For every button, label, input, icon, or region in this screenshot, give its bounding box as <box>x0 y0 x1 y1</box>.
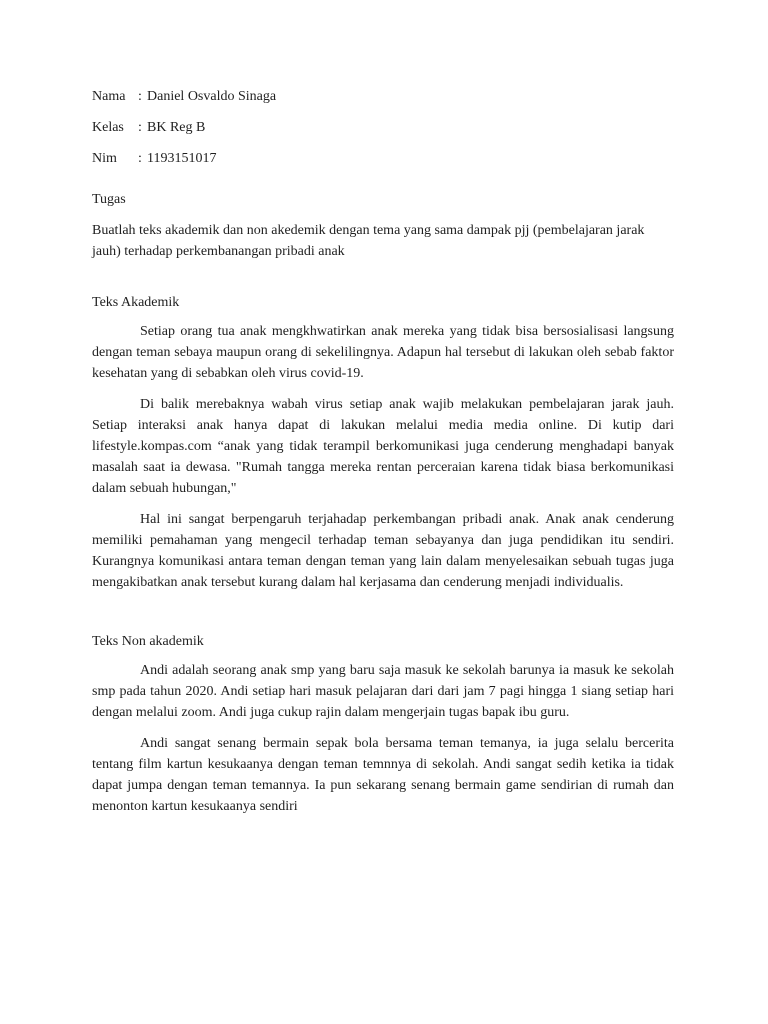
identity-value-kelas: BK Reg B <box>147 120 206 135</box>
identity-separator: : <box>138 89 142 104</box>
nonakademik-paragraph: Andi adalah seorang anak smp yang baru saja masuk ke sekolah barunya ia masuk ke sekolah smp pada tahun 2020. Andi setiap hari masuk pelajaran dari dari jam 7 pagi hingga 1 siang setiap hari dengan melalui zoom. Andi juga cukup rajin dalam mengerjain tugas bapak ibu guru. <box>92 663 674 720</box>
identity-value-nama: Daniel Osvaldo Sinaga <box>147 89 277 104</box>
identity-separator: : <box>138 151 142 166</box>
identity-label-kelas: Kelas <box>92 120 124 135</box>
document-page <box>92 86 674 817</box>
identity-value-nim: 1193151017 <box>147 151 217 166</box>
akademik-heading: Teks Akademik <box>92 295 180 310</box>
tugas-instruction: Buatlah teks akademik dan non akedemik dengan tema yang sama dampak pjj (pembelajaran jarak jauh) terhadap perkembanangan pribadi anak <box>92 223 645 259</box>
akademik-paragraph: Hal ini sangat berpengaruh terjahadap perkembangan pribadi anak. Anak anak cenderung memiliki pemahaman yang mengecil terhadap teman sebayanya dan juga pendidikan itu sendiri. Kurangnya komunikasi antara teman dengan teman yang lain dalam menyelesaikan sebuah tugas juga mengakibatkan anak tersebut kurang dalam hal kerjasama dan cenderung menjadi individualis. <box>92 512 674 590</box>
identity-label-nim: Nim <box>92 151 117 166</box>
identity-row-nama <box>92 86 674 107</box>
akademik-paragraph: Di balik merebaknya wabah virus setiap anak wajib melakukan pembelajaran jarak jauh. Setiap interaksi anak hanya dapat di lakukan melalui media media online. Di kutip dari lifestyle.kompas.com “anak yang tidak terampil berkomunikasi juga cenderung menghadapi banyak masalah saat ia dewasa. "Rumah tangga mereka rentan perceraian karena tidak biasa berkomunikasi dalam sebuah hubungan," <box>92 397 674 496</box>
identity-row-nim <box>92 148 674 169</box>
akademik-paragraph: Setiap orang tua anak mengkhwatirkan anak mereka yang tidak bisa bersosialisasi langsung dengan teman sebaya maupun orang di sekelilingnya. Adapun hal tersebut di lakukan oleh sebab faktor kesehatan yang di sebabkan oleh virus covid-19. <box>92 324 674 381</box>
tugas-heading: Tugas <box>92 192 126 207</box>
identity-row-kelas <box>92 117 674 138</box>
nonakademik-paragraph: Andi sangat senang bermain sepak bola bersama teman temanya, ia juga selalu bercerita tentang film kartun kesukaanya dengan teman temnnya di sekolah. Andi sangat sedih ketika ia tidak dapat jumpa dengan teman temannya. Ia pun sekarang senang bermain game sendirian di rumah dan menonton kartun kesukaanya sendiri <box>92 736 674 814</box>
nonakademik-heading: Teks Non akademik <box>92 634 204 649</box>
identity-label-nama: Nama <box>92 89 126 104</box>
identity-separator: : <box>138 120 142 135</box>
